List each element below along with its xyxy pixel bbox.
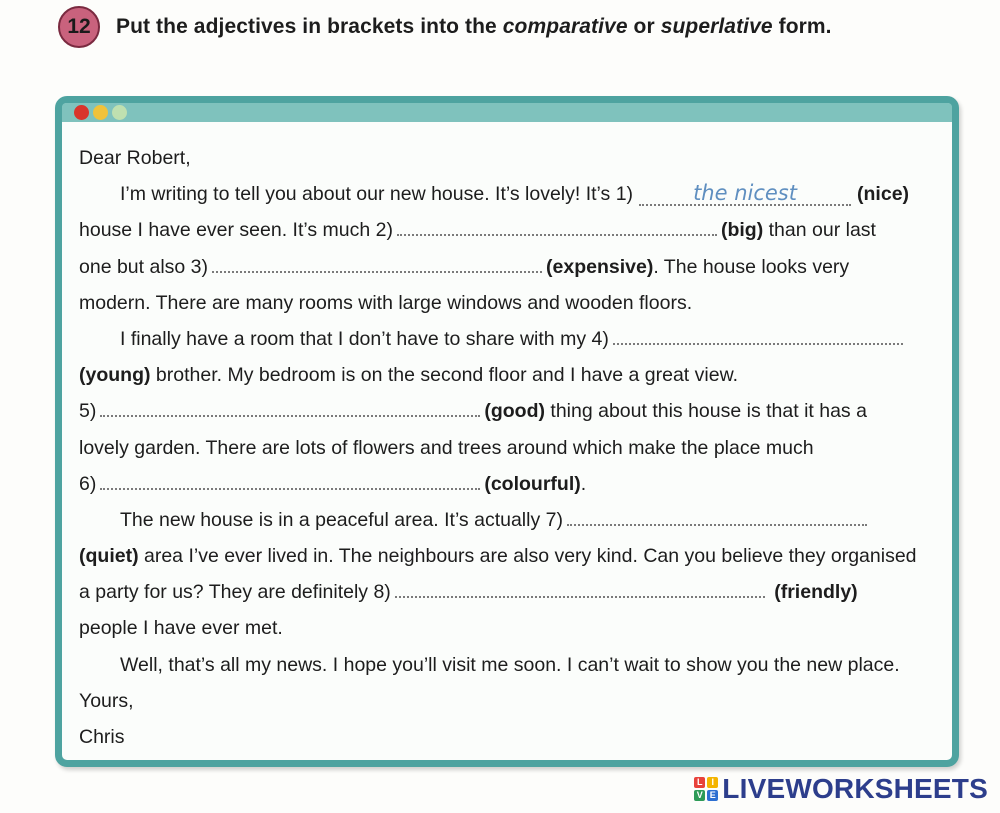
answer-field-7[interactable] bbox=[567, 510, 867, 526]
letter-line: house I have ever seen. It’s much 2) (big) than our last bbox=[79, 219, 876, 242]
letter-line: people I have ever met. bbox=[79, 617, 283, 640]
red-dot-icon bbox=[74, 105, 89, 120]
letter-line: one but also 3) (expensive). The house looks very bbox=[79, 255, 850, 278]
letter-line: (young) brother. My bedroom is on the second floor and I have a great view. bbox=[79, 364, 738, 387]
hint-7: (quiet) bbox=[79, 545, 139, 568]
letter-line: a party for us? They are definitely 8) (friendly) bbox=[79, 581, 858, 604]
logo-letter: L bbox=[694, 777, 705, 788]
answer-field-8[interactable] bbox=[395, 582, 765, 598]
answer-field-2[interactable] bbox=[397, 220, 717, 236]
letter-line: 6) (colourful). bbox=[79, 472, 587, 495]
answer-1-text: the nicest bbox=[693, 181, 797, 206]
card-title-bar bbox=[62, 103, 952, 122]
hint-6: (colourful) bbox=[484, 472, 581, 495]
letter-greeting: Dear Robert, bbox=[79, 147, 191, 169]
yellow-dot-icon bbox=[93, 105, 108, 120]
liveworksheets-brand bbox=[694, 773, 988, 805]
answer-field-6[interactable] bbox=[100, 474, 480, 490]
exercise-instruction: Put the adjectives in brackets into the comparative or superlative form. bbox=[116, 15, 832, 38]
exercise-number-badge: 12 bbox=[58, 6, 100, 48]
letter-signature: Chris bbox=[79, 726, 125, 748]
answer-field-3[interactable] bbox=[212, 257, 542, 273]
letter-closing: Yours, bbox=[79, 689, 134, 712]
brand-name: LIVEWORKSHEETS bbox=[722, 773, 988, 804]
letter-line: lovely garden. There are lots of flowers and trees around which make the place much bbox=[79, 436, 814, 459]
letter-line: The new house is in a peaceful area. It’s actually 7) bbox=[79, 502, 939, 538]
answer-field-1[interactable] bbox=[639, 183, 851, 206]
hint-4: (young) bbox=[79, 364, 151, 387]
letter-line: I’m writing to tell you about our new house. It’s lovely! It’s 1) the nicest (nice) bbox=[120, 181, 910, 206]
letter-card bbox=[55, 96, 959, 767]
exercise-header bbox=[58, 6, 832, 48]
logo-letter: V bbox=[694, 790, 705, 801]
answer-field-5[interactable] bbox=[100, 401, 480, 417]
hint-5: (good) bbox=[484, 400, 545, 423]
logo-letter: I bbox=[707, 777, 718, 788]
answer-field-4[interactable] bbox=[613, 329, 903, 345]
letter-line: I finally have a room that I don’t have to share with my 4) bbox=[79, 321, 939, 357]
hint-3: (expensive) bbox=[546, 255, 654, 278]
letter-line: Well, that’s all my news. I hope you’ll visit me soon. I can’t wait to show you the new place. bbox=[120, 653, 900, 676]
hint-8: (friendly) bbox=[774, 581, 858, 604]
hint-2: (big) bbox=[720, 219, 764, 242]
hint-1: (nice) bbox=[857, 183, 910, 206]
letter-text bbox=[79, 140, 939, 755]
liveworksheets-logo-icon bbox=[694, 777, 718, 801]
window-dots bbox=[74, 105, 127, 120]
letter-line: 5) (good) thing about this house is that it has a bbox=[79, 400, 867, 423]
logo-letter: E bbox=[707, 790, 718, 801]
letter-line: (quiet) area I’ve ever lived in. The neighbours are also very kind. Can you believe they organised bbox=[79, 545, 917, 568]
letter-line: modern. There are many rooms with large windows and wooden floors. bbox=[79, 291, 693, 314]
green-dot-icon bbox=[112, 105, 127, 120]
